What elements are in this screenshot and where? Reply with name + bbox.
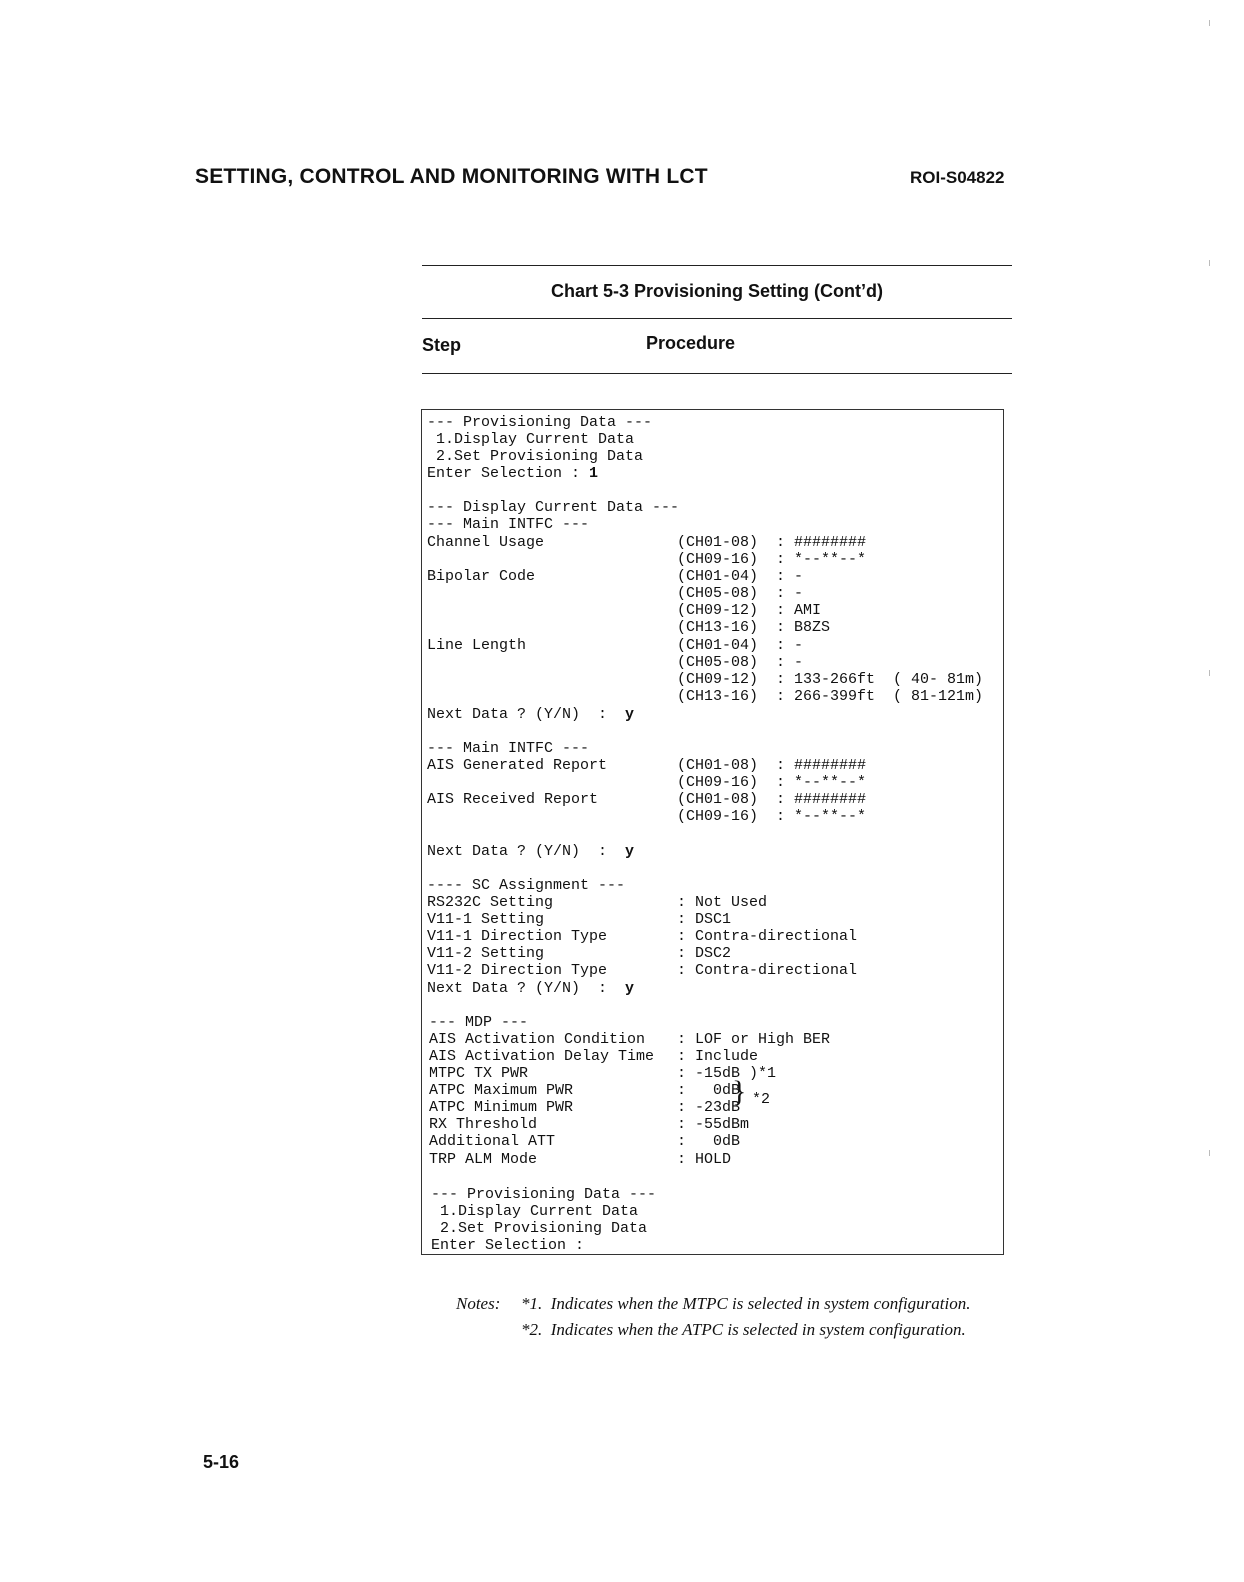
main-intfc-heading: --- Main INTFC --- [427,516,590,533]
atpc-min-pwr-value: : -23dB [677,1099,741,1116]
v11-2-direction-value: : Contra-directional [677,962,858,979]
main-intfc-heading-2: --- Main INTFC --- [427,740,590,757]
trp-alm-mode-label: TRP ALM Mode [429,1151,538,1168]
atpc-max-pwr-value: : 0dB [677,1082,741,1099]
bipolar-ch01-04: (CH01-04) : - [677,568,804,585]
page-header-title: SETTING, CONTROL AND MONITORING WITH LCT [195,165,708,188]
ais-generated-label: AIS Generated Report [427,757,608,774]
bipolar-ch13-16: (CH13-16) : B8ZS [677,619,831,636]
additional-att-value: : 0dB [677,1133,741,1150]
ais-generated-ch09-16: (CH09-16) : *--**--* [677,774,867,791]
chart-title-rule [422,318,1012,319]
ais-activation-condition-value: : LOF or High BER [677,1031,831,1048]
ais-activation-delay-value: : Include [677,1048,759,1065]
rx-threshold-value: : -55dBm [677,1116,750,1133]
selection-prompt-bottom: Enter Selection : [431,1237,585,1254]
line-length-ch09-12: (CH09-12) : 133-266ft ( 40- 81m) [677,671,984,688]
atpc-min-pwr-label: ATPC Minimum PWR [429,1099,574,1116]
page-number: 5-16 [203,1452,240,1472]
sc-assignment-heading: ---- SC Assignment --- [427,877,626,894]
note-1: *1. Indicates when the MTPC is selected in system configuration. [521,1294,971,1313]
menu-heading-bottom: --- Provisioning Data --- [431,1186,657,1203]
rs232c-value: : Not Used [677,894,768,911]
trp-alm-mode-value: : HOLD [677,1151,732,1168]
v11-1-setting-value: : DSC1 [677,911,732,928]
next-data-prompt-2: Next Data ? (Y/N) : y [427,843,635,860]
ais-received-ch09-16: (CH09-16) : *--**--* [677,808,867,825]
menu-option-set: 2.Set Provisioning Data [427,448,644,465]
bipolar-ch05-08: (CH05-08) : - [677,585,804,602]
v11-2-setting-value: : DSC2 [677,945,732,962]
menu-option-display-bottom: 1.Display Current Data [431,1203,639,1220]
rs232c-label: RS232C Setting [427,894,554,911]
atpc-max-pwr-label: ATPC Maximum PWR [429,1082,574,1099]
chart-top-rule [422,265,1012,266]
terminal-screen [421,409,1004,1255]
notes-label: Notes: [456,1294,501,1313]
v11-2-direction-label: V11-2 Direction Type [427,962,608,979]
line-length-label: Line Length [427,637,527,654]
atpc-note-marker: *2 [752,1091,771,1108]
ais-activation-delay-label: AIS Activation Delay Time [429,1048,655,1065]
v11-1-direction-value: : Contra-directional [677,928,858,945]
column-header-step: Step [422,335,462,355]
next-data-prompt-1: Next Data ? (Y/N) : y [427,706,635,723]
ais-received-ch01-08: (CH01-08) : ######## [677,791,867,808]
selection-prompt: Enter Selection : 1 [427,465,599,482]
ais-activation-condition-label: AIS Activation Condition [429,1031,646,1048]
additional-att-label: Additional ATT [429,1133,556,1150]
rx-threshold-label: RX Threshold [429,1116,538,1133]
channel-usage-ch09-16: (CH09-16) : *--**--* [677,551,867,568]
margin-mark [1209,670,1210,676]
ais-received-label: AIS Received Report [427,791,599,808]
line-length-ch13-16: (CH13-16) : 266-399ft ( 81-121m) [677,688,984,705]
mdp-heading: --- MDP --- [429,1014,529,1031]
mtpc-tx-pwr-value: : -15dB )*1 [677,1065,777,1082]
line-length-ch01-04: (CH01-04) : - [677,637,804,654]
margin-mark [1209,260,1210,266]
column-header-procedure: Procedure [646,333,736,353]
v11-2-setting-label: V11-2 Setting [427,945,545,962]
margin-mark [1209,1150,1210,1156]
selection-input-value: 1 [589,465,599,482]
v11-1-direction-label: V11-1 Direction Type [427,928,608,945]
bipolar-ch09-12: (CH09-12) : AMI [677,602,822,619]
chart-title: Chart 5-3 Provisioning Setting (Cont’d) [551,281,883,301]
margin-mark [1209,20,1210,26]
note-2: *2. Indicates when the ATPC is selected in system configuration. [521,1320,966,1339]
v11-1-setting-label: V11-1 Setting [427,911,545,928]
menu-option-display: 1.Display Current Data [427,431,635,448]
mtpc-tx-pwr-label: MTPC TX PWR [429,1065,529,1082]
bipolar-code-label: Bipolar Code [427,568,536,585]
menu-heading: --- Provisioning Data --- [427,414,653,431]
display-heading: --- Display Current Data --- [427,499,680,516]
menu-option-set-bottom: 2.Set Provisioning Data [431,1220,648,1237]
ais-generated-ch01-08: (CH01-08) : ######## [677,757,867,774]
atpc-brace: } [732,1075,747,1108]
line-length-ch05-08: (CH05-08) : - [677,654,804,671]
next-data-prompt-3: Next Data ? (Y/N) : y [427,980,635,997]
document-id: ROI-S04822 [910,168,1005,187]
column-header-rule [422,373,1012,374]
channel-usage-ch01-08: (CH01-08) : ######## [677,534,867,551]
channel-usage-label: Channel Usage [427,534,545,551]
